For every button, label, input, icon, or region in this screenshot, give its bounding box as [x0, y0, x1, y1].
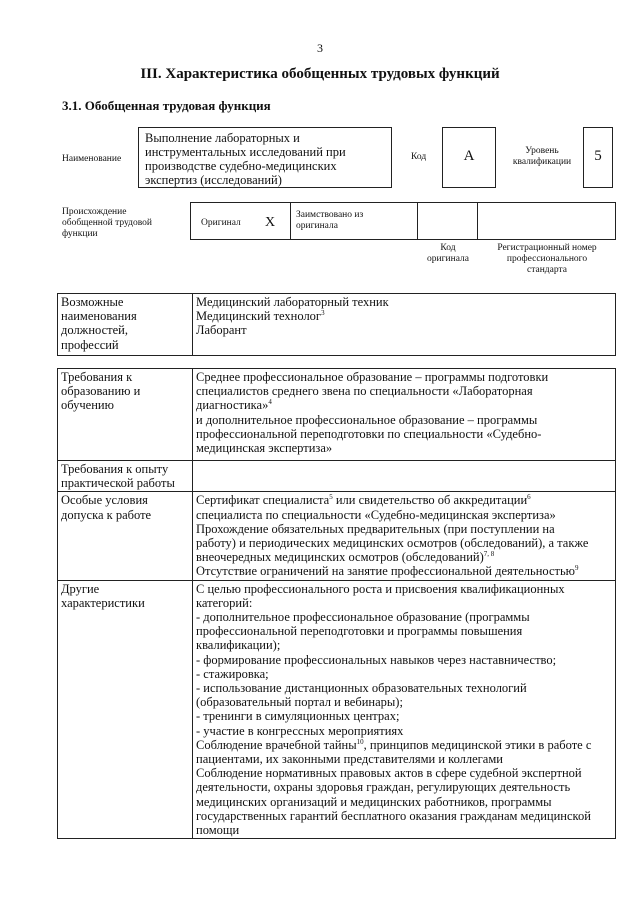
- conditions-label: Особые условия допуска к работе: [58, 492, 193, 580]
- experience-label: Требования к опыту практической работы: [58, 461, 193, 492]
- subsection-title: 3.1. Обобщенная трудовая функция: [62, 98, 271, 113]
- level-box: [583, 127, 613, 188]
- education-label: Требования к образованию и обучению: [58, 369, 193, 461]
- other-label: Другие характеристики: [58, 580, 193, 839]
- experience-value: [193, 461, 616, 492]
- page-number: 3: [317, 41, 323, 55]
- name-box: [138, 127, 392, 188]
- original-mark: X: [265, 215, 276, 230]
- education-value: Среднее профессиональное образование – программы подготовки специалистов среднего звена по специальности «Лабораторная диагностика»$^4$ и дополнительное профессиональное образование – программы профессиональной переподготовки по специальности «Судебно- медицинская экспертиза»: [193, 369, 616, 461]
- code-label: Код: [411, 152, 427, 162]
- code-box: [442, 127, 496, 188]
- level-label: Уровень квалификации: [512, 146, 572, 167]
- table-row: [58, 461, 616, 492]
- level-value: 5: [594, 148, 602, 164]
- divider: [417, 203, 418, 239]
- origin-box: [190, 202, 616, 240]
- positions-list: [193, 294, 616, 356]
- section-title: III. Характеристика обобщенных трудовых функций: [140, 66, 500, 82]
- original-label: Оригинал: [201, 218, 241, 228]
- divider: [290, 203, 291, 239]
- positions-label: Возможные наименования должностей, профессий: [58, 294, 193, 356]
- positions-table: [57, 293, 616, 356]
- list-item: Лаборант: [196, 323, 247, 338]
- divider: [477, 203, 478, 239]
- code-original-caption: Код оригинала: [427, 243, 469, 264]
- conditions-value: Сертификат специалиста$^5$ или свидетельство об аккредитации$^6$ специалиста по специальности «Судебно-медицинская экспертиза» Прохождение обязательных предварительных (при поступлении на работу) и периодических медицинских осмотров (обследований), а также внеочередных медицинских осмотров (обследований)$^{7, 8}$ Отсутствие ограничений на занятие профессиональной деятельностью$^9$: [193, 492, 616, 580]
- function-name: Выполнение лабораторных и инструментальных исследований при производстве судебно-медицинских экспертиз (исследований): [145, 131, 346, 187]
- name-label: Наименование: [62, 154, 122, 164]
- table-row: [58, 369, 616, 461]
- table-row: [58, 492, 616, 580]
- table-row: [58, 294, 616, 356]
- list-item: Медицинский технолог$^3$: [196, 309, 325, 324]
- registration-caption: Регистрационный номер профессионального стандарта: [497, 243, 597, 275]
- requirements-table: [57, 368, 616, 839]
- list-item: Медицинский лабораторный техник: [196, 295, 389, 309]
- borrowed-label: Заимствовано из оригинала: [296, 210, 364, 231]
- table-row: [58, 580, 616, 839]
- code-value: A: [463, 148, 475, 164]
- other-value: С целью профессионального роста и присвоения квалификационных категорий: - дополнительное профессиональное образование (программы профессиональной переподготовки и программы повышения квалификации); - формирование профессиональных навыков через наставничество; - стажировка; - использование дистанционных образовательных технологий (образовательный портал и вебинары); - тренинги в симуляционных центрах; - участие в конгрессных мероприятиях Соблюдение врачебной тайны$^{10}$, принципов медицинской этики в работе с пациентами, их законными представителями и коллегами Соблюдение нормативных правовых актов в сфере судебной экспертной деятельности, охраны здоровья граждан, регулирующих деятельность медицинских организаций и медицинских работников, программы государственных гарантий бесплатного оказания гражданам медицинской помощи: [193, 580, 616, 839]
- origin-label: Происхождение обобщенной трудовой функции: [62, 207, 152, 239]
